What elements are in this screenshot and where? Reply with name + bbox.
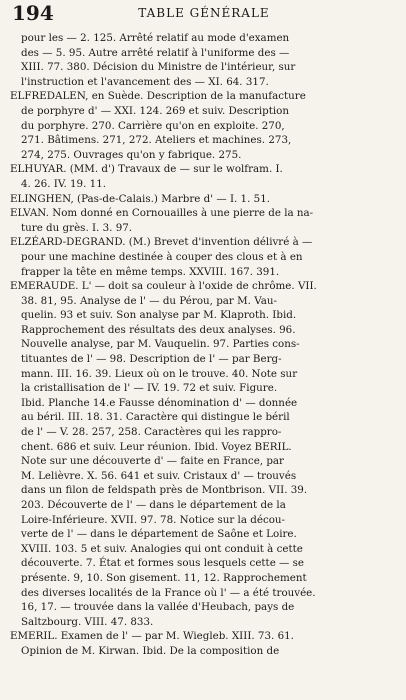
index-text-line: ture du grès. I. 3. 97. xyxy=(21,221,133,234)
index-text-line: Note sur une découverte d' — faite en France, par xyxy=(21,455,284,468)
index-text-line: 4. 26. IV. 19. 11. xyxy=(21,177,107,190)
index-text-line: Saltzbourg. VIII. 47. 833. xyxy=(21,615,154,628)
index-text-line: Ibid. Planche 14.e Fausse dénomination d' — donnée xyxy=(21,396,298,409)
index-text-line: 38. 81, 95. Analyse de l' — du Pérou, par M. Vau- xyxy=(21,294,277,307)
index-entry-line: ELHUYAR. (MM. d') Travaux de — sur le wolfram. I. xyxy=(10,163,283,176)
index-text-line: 203. Découverte de l' — dans le département de la xyxy=(21,499,286,511)
index-text-line: pour les — 2. 125. Arrêté relatif au mode d'examen xyxy=(21,32,290,44)
index-entry-line: EMERIL. Examen de l' — par M. Wiegleb. XIII. 73. 61. xyxy=(10,630,294,643)
index-entry-line: ELVAN. Nom donné en Cornouailles à une pierre de la na- xyxy=(10,207,314,220)
index-text-line: mann. III. 16. 39. Lieux où on le trouve. 40. Note sur xyxy=(21,367,298,380)
index-entry-line: ELFREDALEN, en Suède. Description de la manufacture xyxy=(10,90,306,103)
page-number: 194 xyxy=(12,1,54,25)
index-text-line: 16, 17. — trouvée dans la vallée d'Heubach, pays de xyxy=(21,601,295,614)
index-text-line: Loire-Inférieure. XVII. 97. 78. Notice sur la décou- xyxy=(21,513,286,526)
index-text-line: l'instruction et l'avancement des — XI. 64. 317. xyxy=(21,75,269,88)
index-text-line: verte de l' — dans le département de Saône et Loire. xyxy=(21,528,297,541)
index-text-line: XVIII. 103. 5 et suiv. Analogies qui ont conduit à cette xyxy=(21,542,303,555)
page-header xyxy=(12,1,396,28)
index-text-line: pour une machine destinée à couper des clous et à en xyxy=(21,250,303,263)
index-text-line: tituantes de l' — 98. Description de l' — par Berg- xyxy=(21,353,282,366)
index-text-line: 274, 275. Ouvrages qu'on y fabrique. 275. xyxy=(21,148,242,161)
index-text-line: la cristallisation de l' — IV. 19. 72 et suiv. Figure. xyxy=(21,382,278,395)
index-text-line: de l' — V. 28. 257, 258. Caractères qui les rappro- xyxy=(21,426,282,439)
index-text-line: du porphyre. 270. Carrière qu'on en exploite. 270, xyxy=(21,119,285,132)
index-text-line: chent. 686 et suiv. Leur réunion. Ibid. Voyez BERIL. xyxy=(21,440,292,453)
index-text xyxy=(10,31,396,659)
index-text-line: des — 5. 95. Autre arrêté relatif à l'uniforme des — xyxy=(21,46,290,59)
index-text-line: présente. 9, 10. Son gisement. 11, 12. Rapprochement xyxy=(21,571,307,584)
index-text-line: au béril. III. 18. 31. Caractère qui distingue le béril xyxy=(21,411,290,424)
index-text-line: XIII. 77. 380. Décision du Ministre de l'intérieur, sur xyxy=(21,61,296,74)
index-text-line: découverte. 7. État et formes sous lesquels cette — se xyxy=(21,557,305,570)
index-text-line: de porphyre d' — XXI. 124. 269 et suiv. Description xyxy=(21,104,289,117)
index-text-line: dans un filon de feldspath près de Montbrison. VII. 39. xyxy=(21,484,308,497)
index-text-line: frapper la tête en même temps. XXVIII. 167. 391. xyxy=(21,265,280,278)
index-entry-line: ELINGHEN, (Pas-de-Calais.) Marbre d' — I. 1. 51. xyxy=(10,192,271,205)
running-title: TABLE GÉNÉRALE xyxy=(138,6,270,20)
index-text-line: des diverses localités de la France où l' — a été trouvée. xyxy=(21,586,316,599)
index-text-line: 271. Bâtimens. 271, 272. Ateliers et machines. 273, xyxy=(21,134,292,147)
index-entry-line: EMERAUDE. L' — doit sa couleur à l'oxide de chrôme. VII. xyxy=(10,280,317,293)
index-text-line: Nouvelle analyse, par M. Vauquelin. 97. Parties cons- xyxy=(21,338,300,351)
index-entry-line: ELZÉARD-DEGRAND. (M.) Brevet d'invention délivré à — xyxy=(10,236,313,249)
index-text-line: quelin. 93 et suiv. Son analyse par M. Klaproth. Ibid. xyxy=(21,309,297,322)
index-text-line: M. Lelièvre. X. 56. 641 et suiv. Cristaux d' — trouvés xyxy=(21,469,297,482)
index-text-line: Rapprochement des résultats des deux analyses. 96. xyxy=(21,323,296,336)
index-text-line: Opinion de M. Kirwan. Ibid. De la composition de xyxy=(21,644,280,657)
